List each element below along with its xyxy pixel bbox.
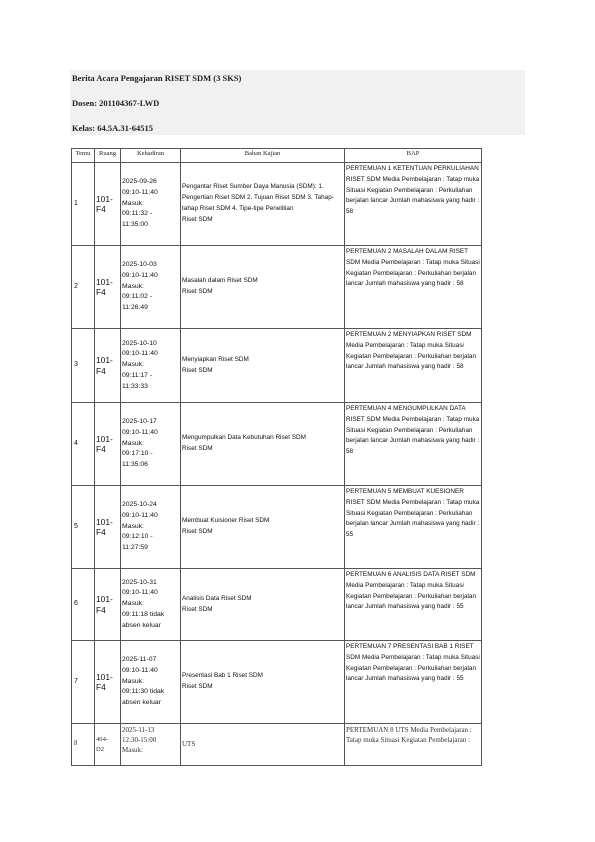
column-header-kehadiran: Kehadiran	[121, 149, 181, 163]
attendance-cell: 2025-10-31 09:10-11:40 Masuk: 09:11:18 tidak absen keluar	[121, 569, 181, 641]
material-cell: Mengumpulkan Data Kebutuhan Riset SDM Riset SDM	[181, 403, 345, 486]
attendance-table	[71, 148, 482, 766]
room-cell: 101- F4	[95, 163, 121, 246]
attendance-cell: 2025-10-24 09:10-11:40 Masuk: 09:12:10 - 11:27:59	[121, 486, 181, 569]
column-header-bap: BAP	[345, 149, 482, 163]
row-number: 3	[72, 329, 95, 403]
row-number: 5	[72, 486, 95, 569]
report-title: Berita Acara Pengajaran RISET SDM (3 SKS)	[72, 73, 242, 83]
room-cell: 404- D2	[95, 724, 121, 766]
table-row	[72, 569, 482, 641]
report-header	[70, 70, 525, 135]
room-cell: 101- F4	[95, 403, 121, 486]
bap-cell: PERTEMUAN 2 MASALAH DALAM RISET SDM Media Pembelajaran : Tatap muka Situasi Kegiatan Pembelajaran : Perkuliahan berjalan lancar Jumlah mahasiswa yang hadir : 58	[345, 246, 482, 329]
row-number: 1	[72, 163, 95, 246]
attendance-cell: 2025-11-13 12:30-15:00 Masuk:	[121, 724, 181, 766]
attendance-cell: 2025-09-26 09:10-11:40 Masuk: 09:11:32 - 11:35:00	[121, 163, 181, 246]
material-cell: UTS	[181, 724, 345, 766]
table-row	[72, 641, 482, 724]
bap-cell: PERTEMUAN 6 ANALISIS DATA RISET SDM Media Pembelajaran : Tatap muka Situasi Kegiatan Pembelajaran : Perkuliahan berjalan lancar Jumlah mahasiswa yang hadir : 55	[345, 569, 482, 641]
bap-cell: PERTEMUAN 8 UTS Media Pembelajaran : Tatap muka Situasi Kegiatan Pembelajaran :	[345, 724, 482, 766]
material-cell: Analisis Data Riset SDM Riset SDM	[181, 569, 345, 641]
material-cell: Presentasi Bab 1 Riset SDM Riset SDM	[181, 641, 345, 724]
row-number: 4	[72, 403, 95, 486]
attendance-cell: 2025-11-07 09:10-11:40 Masuk: 09:11:30 tidak absen keluar	[121, 641, 181, 724]
bap-cell: PERTEMUAN 1 KETENTUAN PERKULIAHAN RISET SDM Media Pembelajaran : Tatap muka Situasi Kegiatan Pembelajaran : Perkuliahan berjalan lancar Jumlah mahasiswa yang hadir : 58	[345, 163, 482, 246]
table-row	[72, 329, 482, 403]
bap-cell: PERTEMUAN 4 MENGUMPULKAN DATA RISET SDM Media Pembelajaran : Tatap muka Situasi Kegiatan Pembelajaran : Perkuliahan berjalan lancar Jumlah mahasiswa yang hadir : 58	[345, 403, 482, 486]
attendance-cell: 2025-10-03 09:10-11:40 Masuk: 09:11:02 - 11:26:49	[121, 246, 181, 329]
material-cell: Masalah dalam Riset SDM Riset SDM	[181, 246, 345, 329]
lecturer-label: Dosen: 201104367-LWD	[72, 98, 160, 108]
row-number: 7	[72, 641, 95, 724]
table-row	[72, 724, 482, 766]
room-cell: 101- F4	[95, 569, 121, 641]
class-label: Kelas: 64.5A.31-64515	[72, 123, 153, 133]
row-number: 8	[72, 724, 95, 766]
attendance-cell: 2025-10-10 09:10-11:40 Masuk: 09:11:17 - 11:33:33	[121, 329, 181, 403]
bap-cell: PERTEMUAN 2 MENYIAPKAN RISET SDM Media Pembelajaran : Tatap muka Situasi Kegiatan Pembelajaran : Perkuliahan berjalan lancar Jumlah mahasiswa yang hadir : 58	[345, 329, 482, 403]
column-header-ruang: Ruang	[95, 149, 121, 163]
table-row	[72, 486, 482, 569]
bap-cell: PERTEMUAN 7 PRESENTASI BAB 1 RISET SDM Media Pembelajaran : Tatap muka Situasi Kegiatan Pembelajaran : Perkuliahan berjalan lancar Jumlah mahasiswa yang hadir : 55	[345, 641, 482, 724]
table-row	[72, 163, 482, 246]
room-cell: 101- F4	[95, 641, 121, 724]
column-header-temu: Temu	[72, 149, 95, 163]
table-row	[72, 403, 482, 486]
bap-cell: PERTEMUAN 5 MEMBUAT KUESIONER RISET SDM Media Pembelajaran : Tatap muka Situasi Kegiatan Pembelajaran : Perkuliahan berjalan lancar Jumlah mahasiswa yang hadir : 55	[345, 486, 482, 569]
row-number: 2	[72, 246, 95, 329]
room-cell: 101- F4	[95, 329, 121, 403]
table-header-row	[72, 149, 482, 163]
row-number: 6	[72, 569, 95, 641]
table-row	[72, 246, 482, 329]
material-cell: Menyiapkan Riset SDM Riset SDM	[181, 329, 345, 403]
attendance-cell: 2025-10-17 09:10-11:40 Masuk: 09:17:10 - 11:35:06	[121, 403, 181, 486]
material-cell: Membuat Kuisioner Riset SDM Riset SDM	[181, 486, 345, 569]
room-cell: 101- F4	[95, 246, 121, 329]
material-cell: Pengantar Riset Sumber Daya Manusia (SDM): 1. Pengertian Riset SDM 2. Tujuan Riset SDM 3. Tahap-tahap Riset SDM 4. Tipe-tipe Penelitian Riset SDM	[181, 163, 345, 246]
room-cell: 101- F4	[95, 486, 121, 569]
column-header-bahan-kajian: Bahan Kajian	[181, 149, 345, 163]
